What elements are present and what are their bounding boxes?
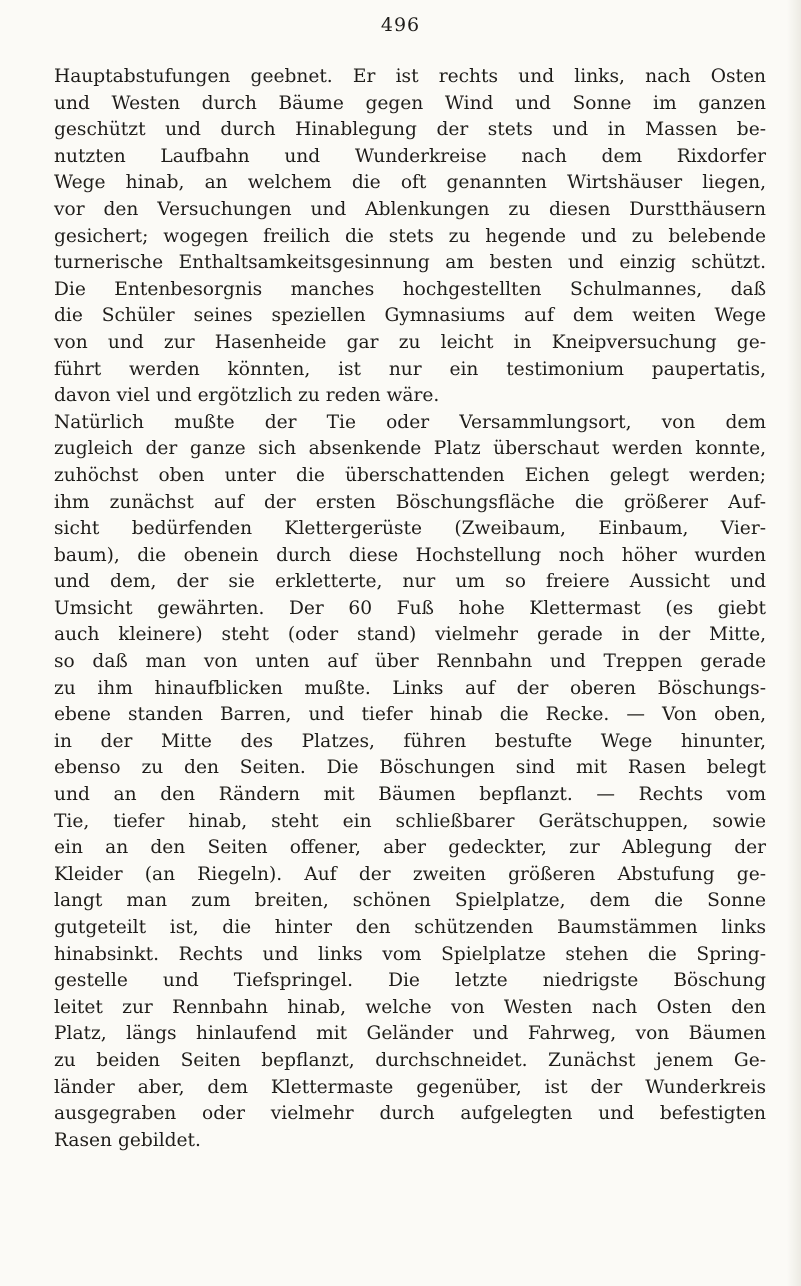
- text-line: Natürlich mußte der Tie oder Versammlungsort, von dem: [54, 411, 766, 433]
- text-line: und dem, der sie erkletterte, nur um so freiere Aussicht und: [54, 571, 766, 593]
- text-line: ein an den Seiten offener, aber gedeckter, zur Ablegung der: [54, 837, 766, 859]
- text-line: führt werden könnten, ist nur ein testimonium paupertatis,: [54, 358, 766, 380]
- text-line: baum), die obenein durch diese Hochstellung noch höher wurden: [54, 544, 766, 566]
- text-line: ebene standen Barren, und tiefer hinab die Recke. — Von oben,: [54, 704, 766, 726]
- text-line: zu beiden Seiten bepflanzt, durchschneidet. Zunächst jenem Ge-: [54, 1049, 766, 1071]
- text-line: Kleider (an Riegeln). Auf der zweiten größeren Abstufung ge-: [54, 863, 766, 885]
- text-line: langt man zum breiten, schönen Spielplatze, dem die Sonne: [54, 890, 766, 912]
- text-line: gutgeteilt ist, die hinter den schützenden Baumstämmen links: [54, 917, 766, 938]
- text-line: turnerische Enthaltsamkeitsgesinnung am besten und einzig schützt.: [54, 252, 766, 274]
- text-line: so daß man von unten auf über Rennbahn und Treppen gerade: [54, 651, 766, 673]
- text-line: gestelle und Tiefspringel. Die letzte niedrigste Böschung: [54, 970, 766, 992]
- page-number: 496: [380, 14, 421, 36]
- text-line: gesichert; wogegen freilich die stets zu hegende und zu belebende: [54, 225, 766, 247]
- text-line: die Schüler seines speziellen Gymnasiums auf dem weiten Wege: [54, 305, 766, 327]
- text-line: ebenso zu den Seiten. Die Böschungen sind mit Rasen belegt: [54, 757, 766, 779]
- text-line: Rasen gebildet.: [54, 1129, 201, 1151]
- text-line: Umsicht gewährten. Der 60 Fuß hohe Klettermast (es giebt: [54, 597, 766, 619]
- text-line: und an den Rändern mit Bäumen bepflanzt. — Rechts vom: [54, 784, 766, 806]
- text-line: Wege hinab, an welchem die oft genannten Wirtshäuser liegen,: [54, 172, 766, 194]
- text-line: Hauptabstufungen geebnet. Er ist rechts und links, nach Osten: [54, 66, 766, 87]
- text-line: Die Entenbesorgnis manches hochgestellten Schulmannes, daß: [54, 278, 766, 300]
- text-line: vor den Versuchungen und Ablenkungen zu diesen Durstthäusern: [54, 198, 766, 220]
- text-line: zu ihm hinaufblicken mußte. Links auf der oberen Böschungs-: [54, 677, 766, 699]
- page-edge-shadow: [787, 0, 801, 1286]
- text-line: ihm zunächst auf der ersten Böschungsfläche die größerer Auf-: [54, 491, 766, 513]
- text-line: von und zur Hasenheide gar zu leicht in Kneipversuchung ge-: [54, 331, 766, 353]
- text-line: sicht bedürfenden Klettergerüste (Zweibaum, Einbaum, Vier-: [54, 518, 766, 540]
- text-line: nutzten Laufbahn und Wunderkreise nach dem Rixdorfer: [54, 145, 766, 167]
- text-line: zugleich der ganze sich absenkende Platz überschaut werden konnte,: [54, 438, 766, 460]
- text-line: und Westen durch Bäume gegen Wind und Sonne im ganzen: [54, 92, 766, 114]
- text-line: zuhöchst oben unter die überschattenden Eichen gelegt werden;: [54, 464, 766, 486]
- body-text: [54, 64, 766, 1154]
- text-line: hinabsinkt. Rechts und links vom Spielplatze stehen die Spring-: [54, 943, 766, 965]
- text-line: davon viel und ergötzlich zu reden wäre.: [54, 385, 440, 407]
- text-line: geschützt und durch Hinablegung der stets und in Massen be-: [54, 119, 766, 141]
- text-line: Tie, tiefer hinab, steht ein schließbarer Gerätschuppen, sowie: [54, 810, 766, 832]
- text-line: auch kleinere) steht (oder stand) vielmehr gerade in der Mitte,: [54, 624, 766, 646]
- text-line: länder aber, dem Klettermaste gegenüber, ist der Wunderkreis: [54, 1076, 766, 1098]
- text-line: leitet zur Rennbahn hinab, welche von Westen nach Osten den: [54, 996, 766, 1018]
- text-line: in der Mitte des Platzes, führen bestufte Wege hinunter,: [54, 730, 766, 752]
- text-line: ausgegraben oder vielmehr durch aufgelegten und befestigten: [54, 1103, 766, 1125]
- text-line: Platz, längs hinlaufend mit Geländer und Fahrweg, von Bäumen: [54, 1023, 766, 1045]
